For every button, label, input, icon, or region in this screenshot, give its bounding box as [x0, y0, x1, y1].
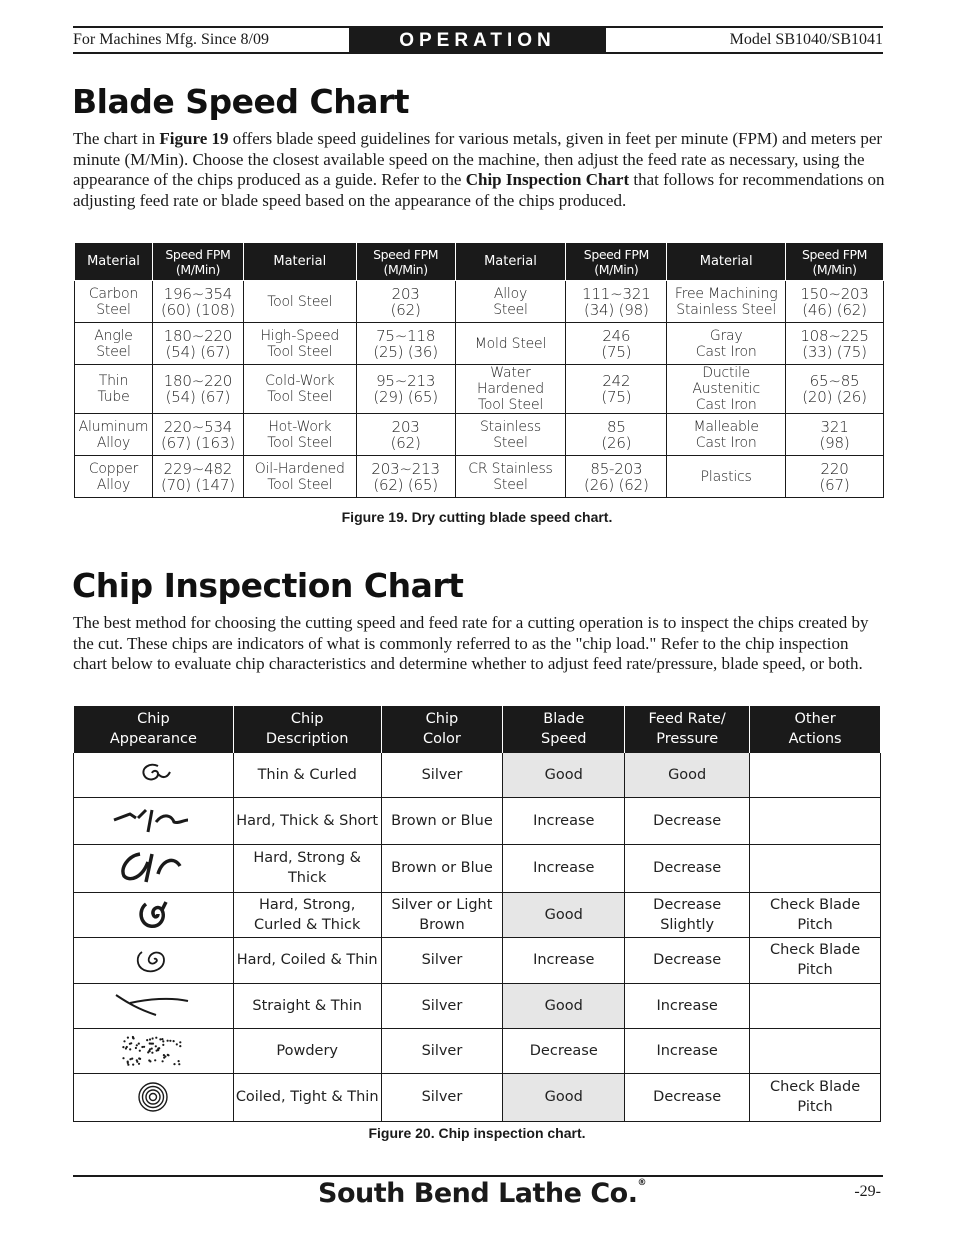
- cell-line: Austenitic: [692, 381, 760, 397]
- material-column-header: Material: [75, 243, 153, 281]
- cell-line: Water: [490, 365, 531, 381]
- chip-color-cell: [381, 844, 503, 892]
- feed-rate-cell: Decrease: [625, 844, 750, 892]
- table-row: [74, 1073, 881, 1121]
- cell-line: Straight & Thin: [252, 997, 362, 1014]
- cell-line: Silver: [421, 1042, 463, 1059]
- cell-line: 203~213: [371, 459, 440, 478]
- cell-line: 220: [820, 459, 849, 478]
- other-actions-cell: [750, 983, 881, 1028]
- header-section-label: OPERATION: [349, 28, 606, 52]
- table-row: [74, 844, 881, 892]
- cell-line: (20) (26): [802, 388, 867, 406]
- curl-chip-icon: [74, 758, 233, 792]
- cell-line: Curled & Thick: [253, 916, 361, 933]
- chip-description-cell: [233, 797, 381, 844]
- chip-color-cell: [381, 892, 503, 937]
- cell-line: (75): [601, 388, 632, 406]
- material-cell: [75, 365, 153, 414]
- cell-line: Pitch: [797, 1099, 833, 1115]
- chip-description-cell: [233, 937, 381, 983]
- cell-line: 196~354: [163, 284, 233, 303]
- material-cell: [667, 365, 786, 414]
- cell-line: (75): [601, 342, 632, 361]
- speed-cell: [786, 456, 884, 498]
- cell-line: Tool Steel: [477, 397, 544, 413]
- cell-line: Tube: [97, 389, 130, 405]
- speed-cell: [356, 456, 455, 498]
- cell-line: CR Stainless: [468, 460, 553, 477]
- cell-line: Coiled, Tight & Thin: [235, 1089, 379, 1105]
- cell-line: 75~118: [376, 326, 436, 345]
- cell-line: Cast Iron: [695, 397, 757, 413]
- speed-column-header: Speed FPM (M/Min): [566, 243, 667, 281]
- other-actions-cell: [750, 797, 881, 844]
- speed-cell: [152, 414, 243, 456]
- cell-line: Color: [423, 730, 461, 747]
- cell-line: (33) (75): [802, 342, 867, 361]
- cell-line: Alloy: [96, 476, 131, 493]
- chip-color-cell: [381, 752, 503, 797]
- cell-line: Malleable: [693, 418, 759, 435]
- cell-line: 95~213: [376, 372, 436, 390]
- speed-cell: [566, 365, 667, 414]
- blade-speed-paragraph: The chart in Figure 19 offers blade speed guidelines for various metals, given in feet per minute (FPM) and meters per minute (M/Min). Choose the closest available speed on the machine, then adjust the feed rate as necessary, using the appearance of the chips produced as a guide. Refer to the Chip Inspection Chart that follows for recommendations on adjusting feed rate or blade speed based on the appearance of the chips produced.: [73, 129, 885, 210]
- chip-column-header: [503, 706, 625, 752]
- cell-line: Tool Steel: [267, 476, 333, 493]
- material-column-header: Material: [243, 243, 356, 281]
- cell-line: 321: [820, 417, 849, 436]
- page-number: -29-: [854, 1183, 881, 1200]
- material-cell: [667, 456, 786, 498]
- cell-line: (62) (65): [373, 475, 438, 494]
- material-cell: [667, 323, 786, 365]
- cell-line: Oil-Hardened: [254, 460, 345, 477]
- material-cell: [243, 365, 356, 414]
- speed-cell: [566, 281, 667, 323]
- page-header: [73, 26, 883, 54]
- cell-line: 108~225: [800, 326, 869, 345]
- speed-cell: [152, 281, 243, 323]
- cell-line: Appearance: [109, 730, 197, 747]
- cell-line: Silver: [421, 766, 463, 783]
- chip-appearance-cell: [74, 844, 234, 892]
- cell-line: Thin & Curled: [257, 766, 357, 783]
- chip-color-cell: [381, 1028, 503, 1073]
- chip-description-cell: [233, 1028, 381, 1073]
- speed-column-header: Speed FPM (M/Min): [786, 243, 884, 281]
- cell-line: 229~482: [163, 459, 233, 478]
- cell-line: (98): [819, 433, 850, 452]
- cell-line: Thick: [287, 870, 327, 886]
- chip-inspection-table: [73, 706, 881, 1122]
- cell-line: 242: [602, 372, 631, 390]
- straight-chip-icon: [74, 989, 233, 1023]
- material-cell: [455, 414, 566, 456]
- cell-line: (25) (36): [373, 342, 438, 361]
- cell-line: Steel: [96, 343, 131, 360]
- cell-line: Pitch: [797, 962, 833, 978]
- cell-line: Cast Iron: [695, 343, 757, 360]
- cell-line: Aluminum: [78, 418, 149, 435]
- cell-line: Silver or Light: [391, 896, 493, 913]
- cell-line: Check Blade: [769, 942, 861, 958]
- cell-line: 111~321: [582, 284, 651, 303]
- speed-cell: [566, 456, 667, 498]
- chip-appearance-cell: [74, 892, 234, 937]
- cell-line: Chip: [425, 710, 459, 727]
- cell-line: Hard, Coiled & Thin: [236, 952, 378, 968]
- cell-line: Hard, Thick & Short: [236, 812, 379, 829]
- speed-column-header: Speed FPM (M/Min): [152, 243, 243, 281]
- cell-line: 220~534: [163, 417, 233, 436]
- cell-line: Hardened: [477, 381, 544, 397]
- other-actions-cell: [750, 844, 881, 892]
- material-cell: [455, 456, 566, 498]
- material-cell: [243, 323, 356, 365]
- cell-line: 203: [391, 417, 420, 436]
- speed-cell: [566, 414, 667, 456]
- blade-speed-cell: Good: [503, 892, 625, 937]
- feed-rate-cell: Increase: [625, 983, 750, 1028]
- cell-line: (54) (67): [165, 342, 231, 361]
- cell-line: Chip: [137, 710, 170, 727]
- chip-column-header: [750, 706, 881, 752]
- cell-line: Other: [794, 710, 836, 727]
- cell-line: (62): [390, 300, 421, 319]
- chip-description-cell: [233, 752, 381, 797]
- blade-speed-cell: Good: [503, 752, 625, 797]
- other-actions-cell: [750, 892, 881, 937]
- brand-logo: South Bend Lathe Co.®: [318, 1178, 646, 1209]
- chip-appearance-cell: [74, 752, 234, 797]
- feed-rate-cell: Good: [625, 752, 750, 797]
- cell-line: Tool Steel: [267, 434, 333, 451]
- cell-line: (62): [390, 433, 421, 452]
- material-cell: [75, 414, 153, 456]
- cell-line: Steel: [493, 476, 528, 493]
- cell-line: Alloy: [493, 285, 528, 302]
- cell-line: Check Blade: [769, 1079, 861, 1095]
- other-actions-cell: [750, 752, 881, 797]
- cell-line: (54) (67): [165, 388, 231, 406]
- feed-rate-cell: Increase: [625, 1028, 750, 1073]
- cell-line: Brown: [419, 916, 465, 933]
- blade-speed-cell: Increase: [503, 797, 625, 844]
- cell-line: (70) (147): [160, 475, 235, 494]
- chip-color-cell: [381, 797, 503, 844]
- material-cell: [75, 323, 153, 365]
- other-actions-cell: [750, 1073, 881, 1121]
- cell-line: Brown or Blue: [391, 812, 493, 829]
- header-model: Model SB1040/SB1041: [729, 31, 883, 48]
- blade-speed-cell: Good: [503, 983, 625, 1028]
- cell-line: (26) (62): [584, 475, 649, 494]
- thick-chip-icon: [74, 848, 233, 888]
- cell-line: Silver: [421, 952, 463, 968]
- material-column-header: Material: [455, 243, 566, 281]
- speed-cell: [356, 414, 455, 456]
- cell-line: Speed: [541, 730, 587, 747]
- material-cell: [75, 456, 153, 498]
- cell-line: Alloy: [96, 434, 131, 451]
- cell-line: Cold-Work: [265, 373, 335, 389]
- material-cell: [243, 414, 356, 456]
- cell-line: (46) (62): [802, 300, 867, 319]
- chip-description-cell: [233, 892, 381, 937]
- cell-line: 85: [606, 417, 626, 436]
- cell-line: (67): [819, 475, 850, 494]
- material-cell: [455, 365, 566, 414]
- material-cell: [455, 323, 566, 365]
- feed-rate-cell: Decrease: [625, 937, 750, 983]
- table-row: [74, 937, 881, 983]
- material-cell: [243, 456, 356, 498]
- cell-line: Plastics: [700, 468, 752, 485]
- chip-appearance-cell: [74, 983, 234, 1028]
- figure-19-caption: Figure 19. Dry cutting blade speed chart.: [341, 509, 613, 525]
- chip-column-header: [74, 706, 234, 752]
- chip-description-cell: [233, 844, 381, 892]
- blade-speed-cell: Decrease: [503, 1028, 625, 1073]
- speed-cell: [152, 323, 243, 365]
- speed-column-header: Speed FPM (M/Min): [356, 243, 455, 281]
- cell-line: 65~85: [809, 372, 860, 390]
- blade-speed-table: [74, 242, 884, 498]
- material-cell: [243, 281, 356, 323]
- other-actions-cell: [750, 937, 881, 983]
- cell-line: Check Blade: [769, 896, 861, 913]
- cell-line: Free Machining: [674, 285, 778, 302]
- material-cell: [75, 281, 153, 323]
- material-cell: [455, 281, 566, 323]
- chip-appearance-cell: [74, 1073, 234, 1121]
- chip-inspection-paragraph: The best method for choosing the cutting speed and feed rate for a cutting operation is to inspect the chips created by the cut. These chips are indicators of what is commonly referred to as the "chip load." Refer to the chip inspection chart below to evaluate chip characteristics and determine whether to adjust feed rate/pressure, blade speed, or both.: [73, 613, 869, 673]
- cell-line: Steel: [493, 434, 528, 451]
- material-cell: [667, 414, 786, 456]
- cell-line: (29) (65): [373, 388, 438, 406]
- cell-line: Tool Steel: [267, 343, 333, 360]
- cell-line: Thin: [98, 373, 129, 389]
- table-row: [75, 365, 884, 414]
- table-row: [75, 456, 884, 498]
- cell-line: Pitch: [797, 916, 833, 933]
- cell-line: Silver: [421, 997, 463, 1014]
- feed-rate-cell: Decrease: [625, 797, 750, 844]
- table-row: [75, 323, 884, 365]
- chip-appearance-cell: [74, 937, 234, 983]
- cell-line: Carbon: [88, 285, 139, 302]
- cell-line: Stainless: [479, 418, 541, 435]
- speed-cell: [152, 365, 243, 414]
- speed-cell: [566, 323, 667, 365]
- cell-line: (67) (163): [160, 433, 235, 452]
- cell-line: (26): [601, 433, 632, 452]
- material-column-header: Material: [667, 243, 786, 281]
- chip-column-header: [625, 706, 750, 752]
- cell-line: Powdery: [276, 1042, 338, 1059]
- cell-line: Cast Iron: [695, 434, 757, 451]
- chip-appearance-cell: [74, 1028, 234, 1073]
- blade-speed-cell: Good: [503, 1073, 625, 1121]
- table-row: [75, 414, 884, 456]
- cell-line: Brown or Blue: [391, 860, 493, 876]
- cell-line: Copper: [88, 460, 139, 477]
- cell-line: (34) (98): [584, 300, 649, 319]
- cell-line: Mold Steel: [474, 335, 547, 352]
- chip-chart-ref: Chip Inspection Chart: [465, 170, 630, 189]
- table-row: [74, 892, 881, 937]
- cell-line: 246: [602, 326, 631, 345]
- cell-line: 180~220: [163, 326, 233, 345]
- cell-line: Hard, Strong &: [253, 850, 361, 866]
- feed-rate-cell: Decrease: [625, 1073, 750, 1121]
- cell-line: Steel: [96, 301, 131, 318]
- blade-speed-cell: Increase: [503, 937, 625, 983]
- cell-line: 203: [391, 284, 420, 303]
- cell-line: Feed Rate/: [648, 710, 726, 727]
- figure-19-ref: Figure 19: [159, 129, 229, 148]
- chip-color-cell: [381, 983, 503, 1028]
- speed-cell: [356, 323, 455, 365]
- cell-line: Hot-Work: [268, 418, 332, 435]
- header-machines-note: For Machines Mfg. Since 8/09: [73, 31, 269, 48]
- cell-line: Angle: [94, 327, 133, 344]
- cell-line: Silver: [421, 1089, 463, 1105]
- cell-line: Tool Steel: [267, 293, 333, 310]
- chip-column-header: [233, 706, 381, 752]
- cell-line: Blade: [543, 710, 585, 727]
- chip-inspection-title: Chip Inspection Chart: [72, 566, 464, 605]
- other-actions-cell: [750, 1028, 881, 1073]
- cell-line: High-Speed: [260, 327, 340, 344]
- speed-cell: [786, 414, 884, 456]
- cell-line: 180~220: [163, 372, 233, 390]
- cell-line: (60) (108): [160, 300, 235, 319]
- chip-description-cell: [233, 983, 381, 1028]
- speed-cell: [152, 456, 243, 498]
- tight-coil-chip-icon: [74, 1078, 233, 1116]
- cell-line: Actions: [788, 730, 842, 747]
- cell-line: Description: [265, 730, 349, 747]
- blade-speed-cell: Increase: [503, 844, 625, 892]
- figure-20-caption: Figure 20. Chip inspection chart.: [368, 1125, 586, 1141]
- cell-line: 150~203: [800, 284, 869, 303]
- cell-line: Hard, Strong,: [259, 896, 356, 913]
- cell-line: Tool Steel: [267, 389, 333, 405]
- speed-cell: [786, 365, 884, 414]
- table-row: [74, 752, 881, 797]
- cell-line: Pressure: [656, 730, 719, 747]
- blade-speed-title: Blade Speed Chart: [72, 82, 410, 121]
- feed-rate-cell: Decrease Slightly: [625, 892, 750, 937]
- cell-line: Gray: [709, 327, 743, 344]
- table-row: [74, 797, 881, 844]
- chip-column-header: [381, 706, 503, 752]
- chip-description-cell: [233, 1073, 381, 1121]
- table-row: [75, 281, 884, 323]
- speed-cell: [786, 281, 884, 323]
- cell-line: Stainless Steel: [676, 301, 777, 318]
- coiled-chip-icon: [74, 942, 233, 978]
- powder-chip-icon: [74, 1031, 233, 1071]
- cell-line: 85-203: [590, 459, 643, 478]
- cell-line: Steel: [493, 301, 528, 318]
- footer-rule: [73, 1175, 883, 1177]
- table-row: [74, 1028, 881, 1073]
- speed-cell: [786, 323, 884, 365]
- speed-cell: [356, 365, 455, 414]
- speed-cell: [356, 281, 455, 323]
- chip-color-cell: [381, 1073, 503, 1121]
- short-chip-icon: [74, 804, 233, 838]
- chip-appearance-cell: [74, 797, 234, 844]
- material-cell: [667, 281, 786, 323]
- cell-line: Ductile: [702, 365, 751, 381]
- curled-thick-chip-icon: [74, 896, 233, 934]
- cell-line: Chip: [290, 710, 324, 727]
- chip-color-cell: [381, 937, 503, 983]
- table-row: [74, 983, 881, 1028]
